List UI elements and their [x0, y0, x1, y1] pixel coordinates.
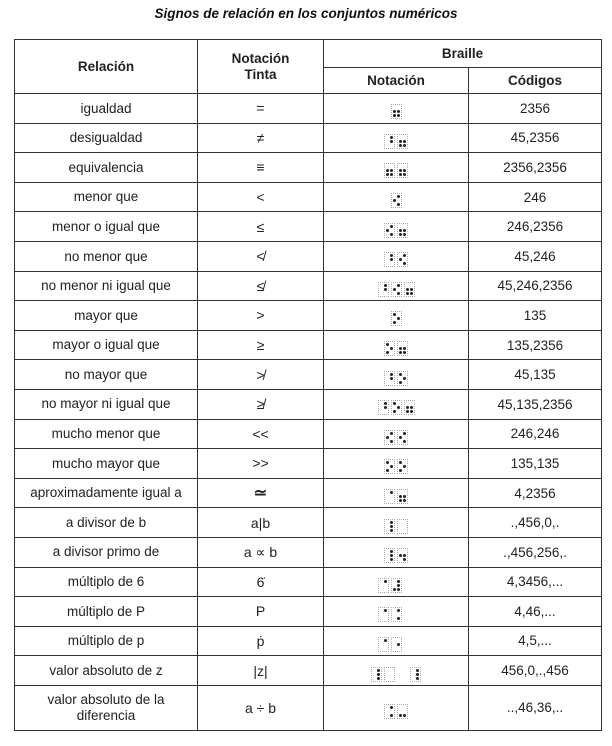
codigos-cell: [469, 330, 602, 360]
table-row: [15, 626, 602, 656]
braille-notation-cell: [324, 567, 469, 597]
codigos-cell: [469, 537, 602, 567]
codigos-cell: [469, 419, 602, 449]
braille-glyph: [371, 519, 421, 534]
braille-cell: [397, 371, 408, 386]
braille-glyph: [384, 430, 408, 445]
table-row: [15, 537, 602, 567]
tinta-cell: [198, 94, 324, 124]
relacion-cell: [15, 153, 198, 183]
braille-notation-cell: [324, 330, 469, 360]
braille-notation-cell: [324, 301, 469, 331]
codigos-cell: [469, 153, 602, 183]
braille-cell: [378, 578, 389, 593]
codigos-cell: [469, 449, 602, 479]
braille-cell: [397, 252, 408, 267]
braille-glyph: [384, 341, 408, 356]
braille-cell: [404, 400, 415, 415]
tinta-symbol: ṗ: [256, 632, 265, 649]
relacion-text: mucho menor que: [51, 426, 161, 442]
codigos-cell: [469, 241, 602, 271]
relacion-text: a divisor primo de: [52, 544, 160, 560]
tinta-cell: [198, 123, 324, 153]
table-row: [15, 330, 602, 360]
relacion-cell: [15, 212, 198, 242]
table-row: [15, 449, 602, 479]
table-row: [15, 656, 602, 686]
braille-glyph: [384, 371, 408, 386]
codigos-text: .,456,256,.: [503, 544, 567, 560]
header-notacion: Notación: [324, 68, 469, 94]
table-row: [15, 271, 602, 301]
codigos-text: 135: [523, 307, 547, 323]
braille-notation-cell: [324, 626, 469, 656]
codigos-text: 135,135: [510, 455, 560, 471]
relacion-text: no menor ni igual que: [41, 278, 171, 294]
relacion-text: menor que: [73, 189, 139, 205]
braille-notation-cell: [324, 389, 469, 419]
braille-cell: [404, 282, 415, 297]
braille-notation-cell: [324, 94, 469, 124]
braille-notation-cell: [324, 360, 469, 390]
codigos-text: 4,5,...: [518, 633, 552, 649]
codigos-text: 45,2356: [510, 130, 560, 146]
codigos-text: 4,46,...: [514, 603, 556, 619]
braille-notation-cell: [324, 508, 469, 538]
relacion-text: múltiplo de p: [67, 633, 145, 649]
tinta-symbol: 6̇: [256, 573, 265, 590]
table-row: [15, 241, 602, 271]
braille-cell: [404, 637, 415, 652]
braille-cell: [410, 519, 421, 534]
tinta-symbol: a|b: [250, 514, 271, 531]
braille-cell: [384, 489, 395, 504]
tinta-symbol: a ∝ b: [243, 543, 278, 560]
tinta-cell: [198, 449, 324, 479]
codigos-text: 2356: [519, 100, 551, 116]
braille-cell: [397, 519, 408, 534]
braille-cell: [391, 578, 402, 593]
codigos-text: 4,2356: [514, 485, 556, 501]
table-row: [15, 478, 602, 508]
tinta-symbol: P: [255, 603, 266, 620]
braille-cell: [371, 667, 382, 682]
braille-cell: [371, 548, 382, 563]
tinta-symbol: |z|: [253, 662, 268, 679]
relacion-text: múltiplo de P: [66, 603, 146, 619]
relacion-text: múltiplo de 6: [67, 574, 145, 590]
braille-notation-cell: [324, 537, 469, 567]
braille-cell: [378, 400, 389, 415]
relacion-cell: [15, 567, 198, 597]
tinta-cell: [198, 478, 324, 508]
codigos-cell: [469, 301, 602, 331]
relacion-cell: [15, 597, 198, 627]
relacion-cell: [15, 182, 198, 212]
relacion-cell: [15, 656, 198, 686]
codigos-text: ..,46,36,..: [506, 700, 564, 716]
table-row: [15, 389, 602, 419]
relacion-text: igualdad: [80, 100, 132, 116]
header-notacion-tinta: [198, 40, 324, 94]
tinta-symbol: ≰: [256, 277, 265, 294]
relacion-text: desigualdad: [69, 130, 143, 146]
relacion-cell: [15, 419, 198, 449]
braille-glyph: [391, 311, 402, 326]
braille-cell: [378, 607, 389, 622]
tinta-cell: [198, 360, 324, 390]
codigos-text: 45,135,2356: [497, 396, 573, 412]
braille-cell: [397, 223, 408, 238]
table-row: [15, 685, 602, 730]
braille-notation-cell: [324, 478, 469, 508]
tinta-cell: [198, 419, 324, 449]
relacion-cell: [15, 626, 198, 656]
braille-cell: [371, 704, 382, 719]
codigos-cell: [469, 478, 602, 508]
braille-cell: [384, 252, 395, 267]
braille-notation-cell: [324, 419, 469, 449]
codigos-cell: [469, 271, 602, 301]
braille-glyph: [371, 667, 421, 682]
braille-notation-cell: [324, 212, 469, 242]
codigos-cell: [469, 597, 602, 627]
braille-cell: [384, 430, 395, 445]
codigos-cell: [469, 182, 602, 212]
codigos-text: 2356,2356: [503, 159, 567, 175]
codigos-text: 135,2356: [506, 337, 564, 353]
braille-cell: [384, 134, 395, 149]
table-row: [15, 597, 602, 627]
braille-glyph: [378, 400, 415, 415]
codigos-cell: [469, 626, 602, 656]
tinta-symbol: ≱: [256, 396, 265, 413]
braille-notation-cell: [324, 449, 469, 479]
tinta-cell: [198, 330, 324, 360]
braille-glyph: [384, 223, 408, 238]
braille-cell: [404, 578, 415, 593]
braille-cell: [397, 459, 408, 474]
braille-glyph: [391, 193, 402, 208]
braille-glyph: [371, 704, 421, 719]
tinta-cell: [198, 271, 324, 301]
relacion-text: valor absoluto de z: [49, 662, 163, 678]
header-codigos: Códigos: [469, 68, 602, 94]
relacion-cell: [15, 537, 198, 567]
codigos-text: 456,0,.,456: [501, 663, 569, 679]
tinta-cell: [198, 626, 324, 656]
table-row: [15, 153, 602, 183]
codigos-text: 246,2356: [506, 219, 564, 235]
tinta-cell: [198, 537, 324, 567]
braille-glyph: [378, 282, 415, 297]
codigos-cell: [469, 656, 602, 686]
table-row: [15, 508, 602, 538]
braille-notation-cell: [324, 271, 469, 301]
relacion-text: valor absoluto de la diferencia: [47, 692, 165, 723]
tinta-cell: [198, 153, 324, 183]
braille-notation-cell: [324, 182, 469, 212]
tinta-symbol: >: [256, 307, 265, 324]
braille-cell: [384, 371, 395, 386]
codigos-cell: [469, 567, 602, 597]
braille-cell: [391, 607, 402, 622]
codigos-cell: [469, 685, 602, 730]
braille-cell: [384, 163, 395, 178]
tinta-symbol: <<: [252, 425, 269, 442]
relacion-cell: [15, 301, 198, 331]
tinta-cell: [198, 241, 324, 271]
braille-glyph: [384, 252, 408, 267]
braille-cell: [397, 430, 408, 445]
relacion-text: aproximadamente igual a: [30, 485, 182, 501]
relacion-text: menor o igual que: [51, 218, 161, 234]
braille-cell: [391, 637, 402, 652]
relacion-text: equivalencia: [68, 159, 144, 175]
braille-cell: [391, 193, 402, 208]
braille-glyph: [384, 489, 408, 504]
codigos-cell: [469, 389, 602, 419]
table-row: [15, 94, 602, 124]
relacion-text: no mayor que: [64, 366, 148, 382]
codigos-text: 246,246: [510, 426, 560, 442]
relations-table: [14, 39, 602, 731]
braille-cell: [384, 667, 395, 682]
braille-notation-cell: [324, 153, 469, 183]
tinta-symbol: <: [256, 189, 265, 206]
braille-cell: [384, 548, 395, 563]
braille-glyph: [378, 578, 415, 593]
codigos-cell: [469, 360, 602, 390]
table-row: [15, 419, 602, 449]
tinta-symbol: ≥: [256, 337, 265, 354]
relacion-cell: [15, 360, 198, 390]
table-row: [15, 123, 602, 153]
braille-cell: [378, 637, 389, 652]
codigos-text: 45,246,2356: [497, 278, 573, 294]
braille-glyph: [384, 459, 408, 474]
tinta-symbol: ≮: [256, 248, 265, 265]
table-row: [15, 360, 602, 390]
relacion-text: mayor o igual que: [52, 337, 160, 353]
braille-cell: [404, 607, 415, 622]
header-relacion: Relación: [15, 40, 198, 94]
relacion-cell: [15, 478, 198, 508]
relacion-cell: [15, 508, 198, 538]
braille-cell: [397, 667, 408, 682]
tinta-symbol: ≯: [256, 366, 265, 383]
tinta-symbol: =: [256, 100, 265, 117]
relacion-cell: [15, 94, 198, 124]
braille-glyph: [371, 548, 421, 563]
braille-glyph: [391, 104, 402, 119]
tinta-cell: [198, 212, 324, 242]
braille-cell: [378, 282, 389, 297]
codigos-cell: [469, 94, 602, 124]
codigos-cell: [469, 508, 602, 538]
tinta-symbol: ≤: [256, 218, 265, 235]
braille-glyph: [378, 637, 415, 652]
braille-cell: [397, 704, 408, 719]
braille-cell: [397, 163, 408, 178]
braille-cell: [397, 134, 408, 149]
tinta-symbol: >>: [252, 455, 269, 472]
braille-cell: [384, 704, 395, 719]
codigos-text: 45,246: [514, 248, 556, 264]
relacion-cell: [15, 449, 198, 479]
tinta-cell: [198, 301, 324, 331]
braille-cell: [397, 341, 408, 356]
codigos-text: 4,3456,...: [506, 574, 564, 590]
relacion-cell: [15, 389, 198, 419]
header-braille: Braille: [324, 40, 602, 68]
braille-cell: [371, 519, 382, 534]
tinta-cell: [198, 685, 324, 730]
relacion-text: no mayor ni igual que: [41, 396, 171, 412]
header-notacion-tinta-text: Notación Tinta: [231, 50, 290, 82]
braille-notation-cell: [324, 685, 469, 730]
codigos-cell: [469, 123, 602, 153]
braille-cell: [391, 400, 402, 415]
table-row: [15, 212, 602, 242]
table-row: [15, 301, 602, 331]
braille-cell: [410, 704, 421, 719]
tinta-symbol: ≃: [253, 485, 268, 503]
codigos-cell: [469, 212, 602, 242]
relacion-text: mucho mayor que: [51, 455, 161, 471]
codigos-text: 45,135: [514, 367, 556, 383]
relacion-text: no menor que: [64, 248, 148, 264]
tinta-symbol: ≡: [256, 159, 265, 176]
tinta-cell: [198, 389, 324, 419]
tinta-cell: [198, 182, 324, 212]
page-title: Signos de relación en los conjuntos numéricos: [154, 6, 458, 21]
table-row: [15, 182, 602, 212]
relacion-cell: [15, 685, 198, 730]
tinta-cell: [198, 597, 324, 627]
braille-cell: [384, 341, 395, 356]
table-row: [15, 567, 602, 597]
braille-cell: [384, 223, 395, 238]
tinta-symbol: a ÷ b: [244, 699, 277, 716]
braille-glyph: [384, 134, 408, 149]
tinta-symbol: ≠: [256, 129, 265, 146]
tinta-cell: [198, 567, 324, 597]
codigos-text: .,456,0,.: [510, 515, 560, 531]
braille-notation-cell: [324, 656, 469, 686]
relacion-text: mayor que: [74, 307, 138, 323]
relacion-cell: [15, 330, 198, 360]
braille-notation-cell: [324, 241, 469, 271]
braille-glyph: [378, 607, 415, 622]
braille-notation-cell: [324, 123, 469, 153]
braille-cell: [397, 489, 408, 504]
braille-notation-cell: [324, 597, 469, 627]
relacion-cell: [15, 241, 198, 271]
braille-cell: [391, 282, 402, 297]
braille-cell: [384, 519, 395, 534]
tinta-cell: [198, 656, 324, 686]
braille-cell: [384, 459, 395, 474]
braille-cell: [391, 311, 402, 326]
braille-cell: [397, 548, 408, 563]
tinta-cell: [198, 508, 324, 538]
codigos-text: 246: [523, 189, 547, 205]
relacion-text: a divisor de b: [65, 514, 147, 530]
braille-glyph: [384, 163, 408, 178]
relacion-cell: [15, 123, 198, 153]
braille-cell: [410, 667, 421, 682]
braille-cell: [391, 104, 402, 119]
relacion-cell: [15, 271, 198, 301]
braille-cell: [410, 548, 421, 563]
